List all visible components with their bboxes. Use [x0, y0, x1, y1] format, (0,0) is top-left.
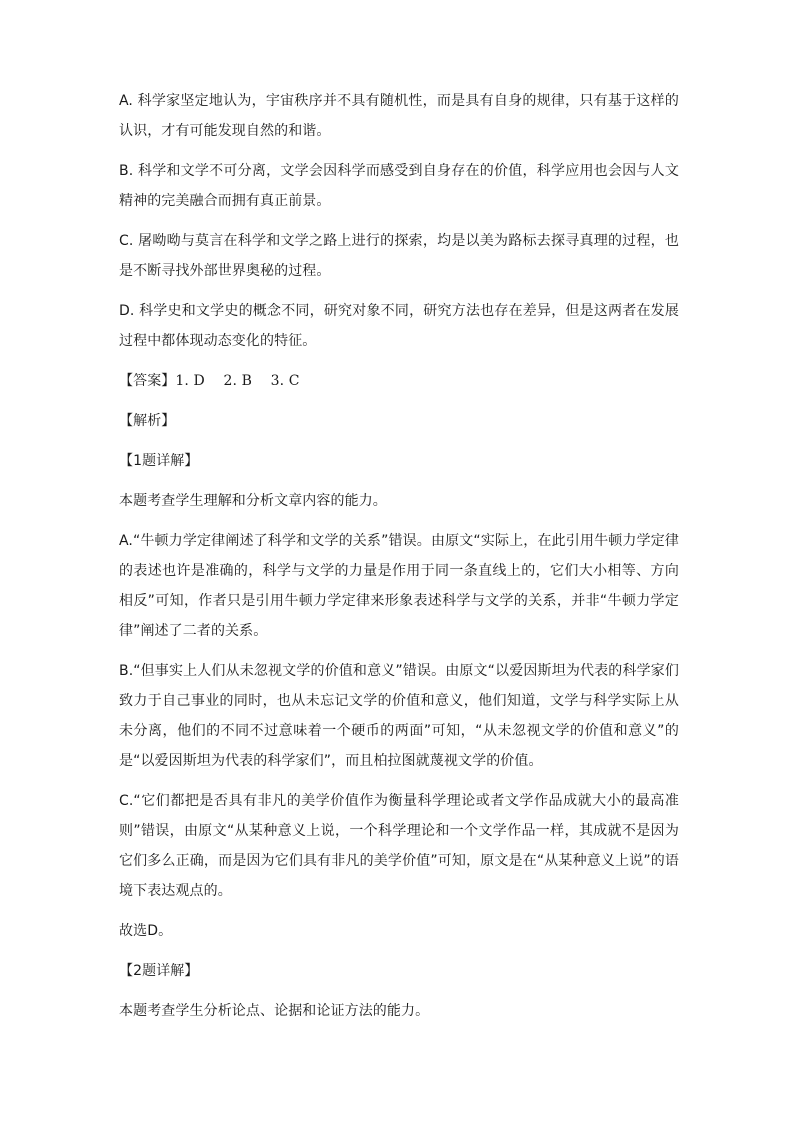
q1-intro: 本题考查学生理解和分析文章内容的能力。	[119, 493, 387, 509]
analysis-label: 【解析】	[119, 413, 176, 429]
q1-point-a: A.“牛顿力学定律阐述了科学和文学的关系”错误。由原文“实际上，在此引用牛顿力学定律的表述也许是准确的，科学与文学的力量是作用于同一条直线上的，它们大小相等、方向相反”可知，作者只是引用牛顿力学定律来形象表述科学与文学的关系，并非“牛顿力学定律”阐述了二者的关系。	[119, 533, 679, 639]
q2-label: 【2题详解】	[119, 963, 199, 979]
answer-line	[119, 366, 679, 396]
q1-point-b: B.“但事实上人们从未忽视文学的价值和意义”错误。由原文“以爱因斯坦为代表的科学家们致力于自己事业的同时，也从未忘记文学的价值和意义，他们知道，文学与科学实际上从未分离，他们的不同不过意味着一个硬币的两面”可知，“从未忽视文学的价值和意义”的是“以爱因斯坦为代表的科学家们”，而且柏拉图就蔑视文学的价值。	[119, 663, 679, 769]
q1-label: 【1题详解】	[119, 453, 199, 469]
q1-point-c: C.“它们都把是否具有非凡的美学价值作为衡量科学理论或者文学作品成就大小的最高准则”错误，由原文“从某种意义上说，一个科学理论和一个文学作品一样，其成就不是因为它们多么正确，而是因为它们具有非凡的美学价值”可知，原文是在“从某种意义上说”的语境下表达观点的。	[119, 793, 679, 899]
option-d: D. 科学史和文学史的概念不同，研究对象不同，研究方法也存在差异，但是这两者在发展过程中都体现动态变化的特征。	[119, 303, 679, 349]
answer-label: 【答案】	[119, 373, 176, 389]
document-page	[119, 86, 679, 1036]
option-b: B. 科学和文学不可分离，文学会因科学而感受到自身存在的价值，科学应用也会因与人文精神的完美融合而拥有真正前景。	[119, 163, 679, 209]
option-c: C. 屠呦呦与莫言在科学和文学之路上进行的探索，均是以美为路标去探寻真理的过程，也是不断寻找外部世界奥秘的过程。	[119, 233, 679, 279]
q2-intro: 本题考查学生分析论点、论据和论证方法的能力。	[119, 1003, 430, 1019]
q1-conclusion: 故选D。	[119, 923, 173, 939]
answer-value: 1. D 2. B 3. C	[175, 373, 300, 389]
option-a: A. 科学家坚定地认为，宇宙秩序并不具有随机性，而是具有自身的规律，只有基于这样的认识，才有可能发现自然的和谐。	[119, 93, 679, 139]
